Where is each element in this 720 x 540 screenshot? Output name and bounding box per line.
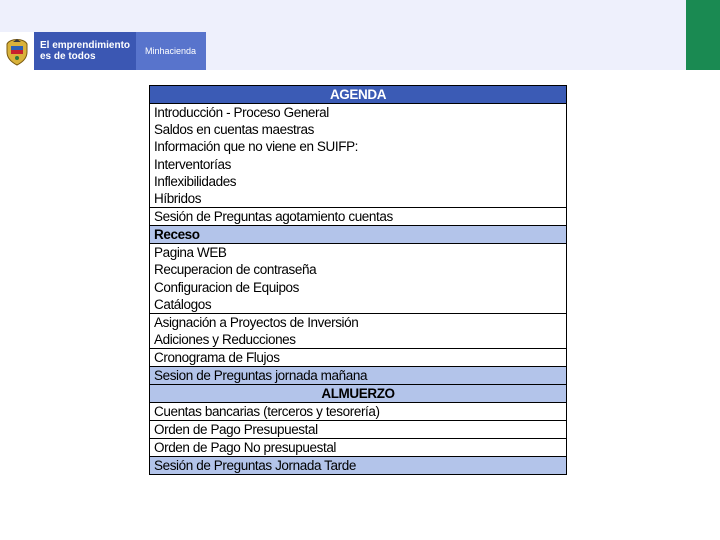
brand-slogan <box>34 32 136 70</box>
agenda-row <box>150 313 567 331</box>
agenda-item-text: Cuentas bancarias (terceros y tesorería) <box>150 402 567 420</box>
agenda-item-text: Saldos en cuentas maestras <box>150 121 567 138</box>
agenda-row <box>150 226 567 244</box>
agenda-item-text: ALMUERZO <box>150 384 567 402</box>
agenda-row <box>150 420 567 438</box>
brand-line-2: es de todos <box>40 51 96 62</box>
agenda-row <box>150 121 567 138</box>
agenda-row <box>150 402 567 420</box>
brand-line-1: El emprendimiento <box>40 40 131 51</box>
agenda-row <box>150 278 567 295</box>
agenda-item-text: Orden de Pago No presupuestal <box>150 438 567 456</box>
agenda-row <box>150 456 567 474</box>
ministry-name: Minhacienda <box>145 46 197 56</box>
agenda-row <box>150 366 567 384</box>
agenda-item-text: Cronograma de Flujos <box>150 348 567 366</box>
agenda-item-text: Configuracion de Equipos <box>150 278 567 295</box>
agenda-row <box>150 104 567 122</box>
agenda-table <box>149 85 567 475</box>
agenda-row <box>150 261 567 278</box>
agenda-item-text: Inflexibilidades <box>150 173 567 190</box>
agenda-row <box>150 296 567 314</box>
agenda-item-text: Híbridos <box>150 190 567 208</box>
agenda-row <box>150 384 567 402</box>
agenda-item-text: Introducción - Proceso General <box>150 104 567 122</box>
agenda-row <box>150 438 567 456</box>
agenda-item-text: Asignación a Proyectos de Inversión <box>150 313 567 331</box>
ministry-label <box>136 32 206 70</box>
agenda-item-text: Pagina WEB <box>150 244 567 262</box>
agenda-row <box>150 331 567 349</box>
agenda-title: AGENDA <box>150 86 567 104</box>
agenda-row <box>150 244 567 262</box>
agenda-item-text: Sesión de Preguntas Jornada Tarde <box>150 456 567 474</box>
logo-block <box>0 32 206 70</box>
agenda-item-text: Interventorías <box>150 156 567 173</box>
agenda-item-text: Catálogos <box>150 296 567 314</box>
agenda-item-text: Información que no viene en SUIFP: <box>150 138 567 155</box>
colombia-coat-of-arms-icon <box>0 32 34 70</box>
agenda-header-row <box>150 86 567 104</box>
agenda-row <box>150 208 567 226</box>
agenda-row <box>150 190 567 208</box>
agenda-item-text: Sesión de Preguntas agotamiento cuentas <box>150 208 567 226</box>
agenda-row <box>150 156 567 173</box>
agenda-item-text: Recuperacion de contraseña <box>150 261 567 278</box>
agenda-item-text: Orden de Pago Presupuestal <box>150 420 567 438</box>
agenda-row <box>150 348 567 366</box>
agenda-row <box>150 138 567 155</box>
agenda-item-text: Receso <box>150 226 567 244</box>
agenda-item-text: Sesion de Preguntas jornada mañana <box>150 366 567 384</box>
agenda-row <box>150 173 567 190</box>
green-accent-bar <box>686 0 720 70</box>
agenda-item-text: Adiciones y Reducciones <box>150 331 567 349</box>
